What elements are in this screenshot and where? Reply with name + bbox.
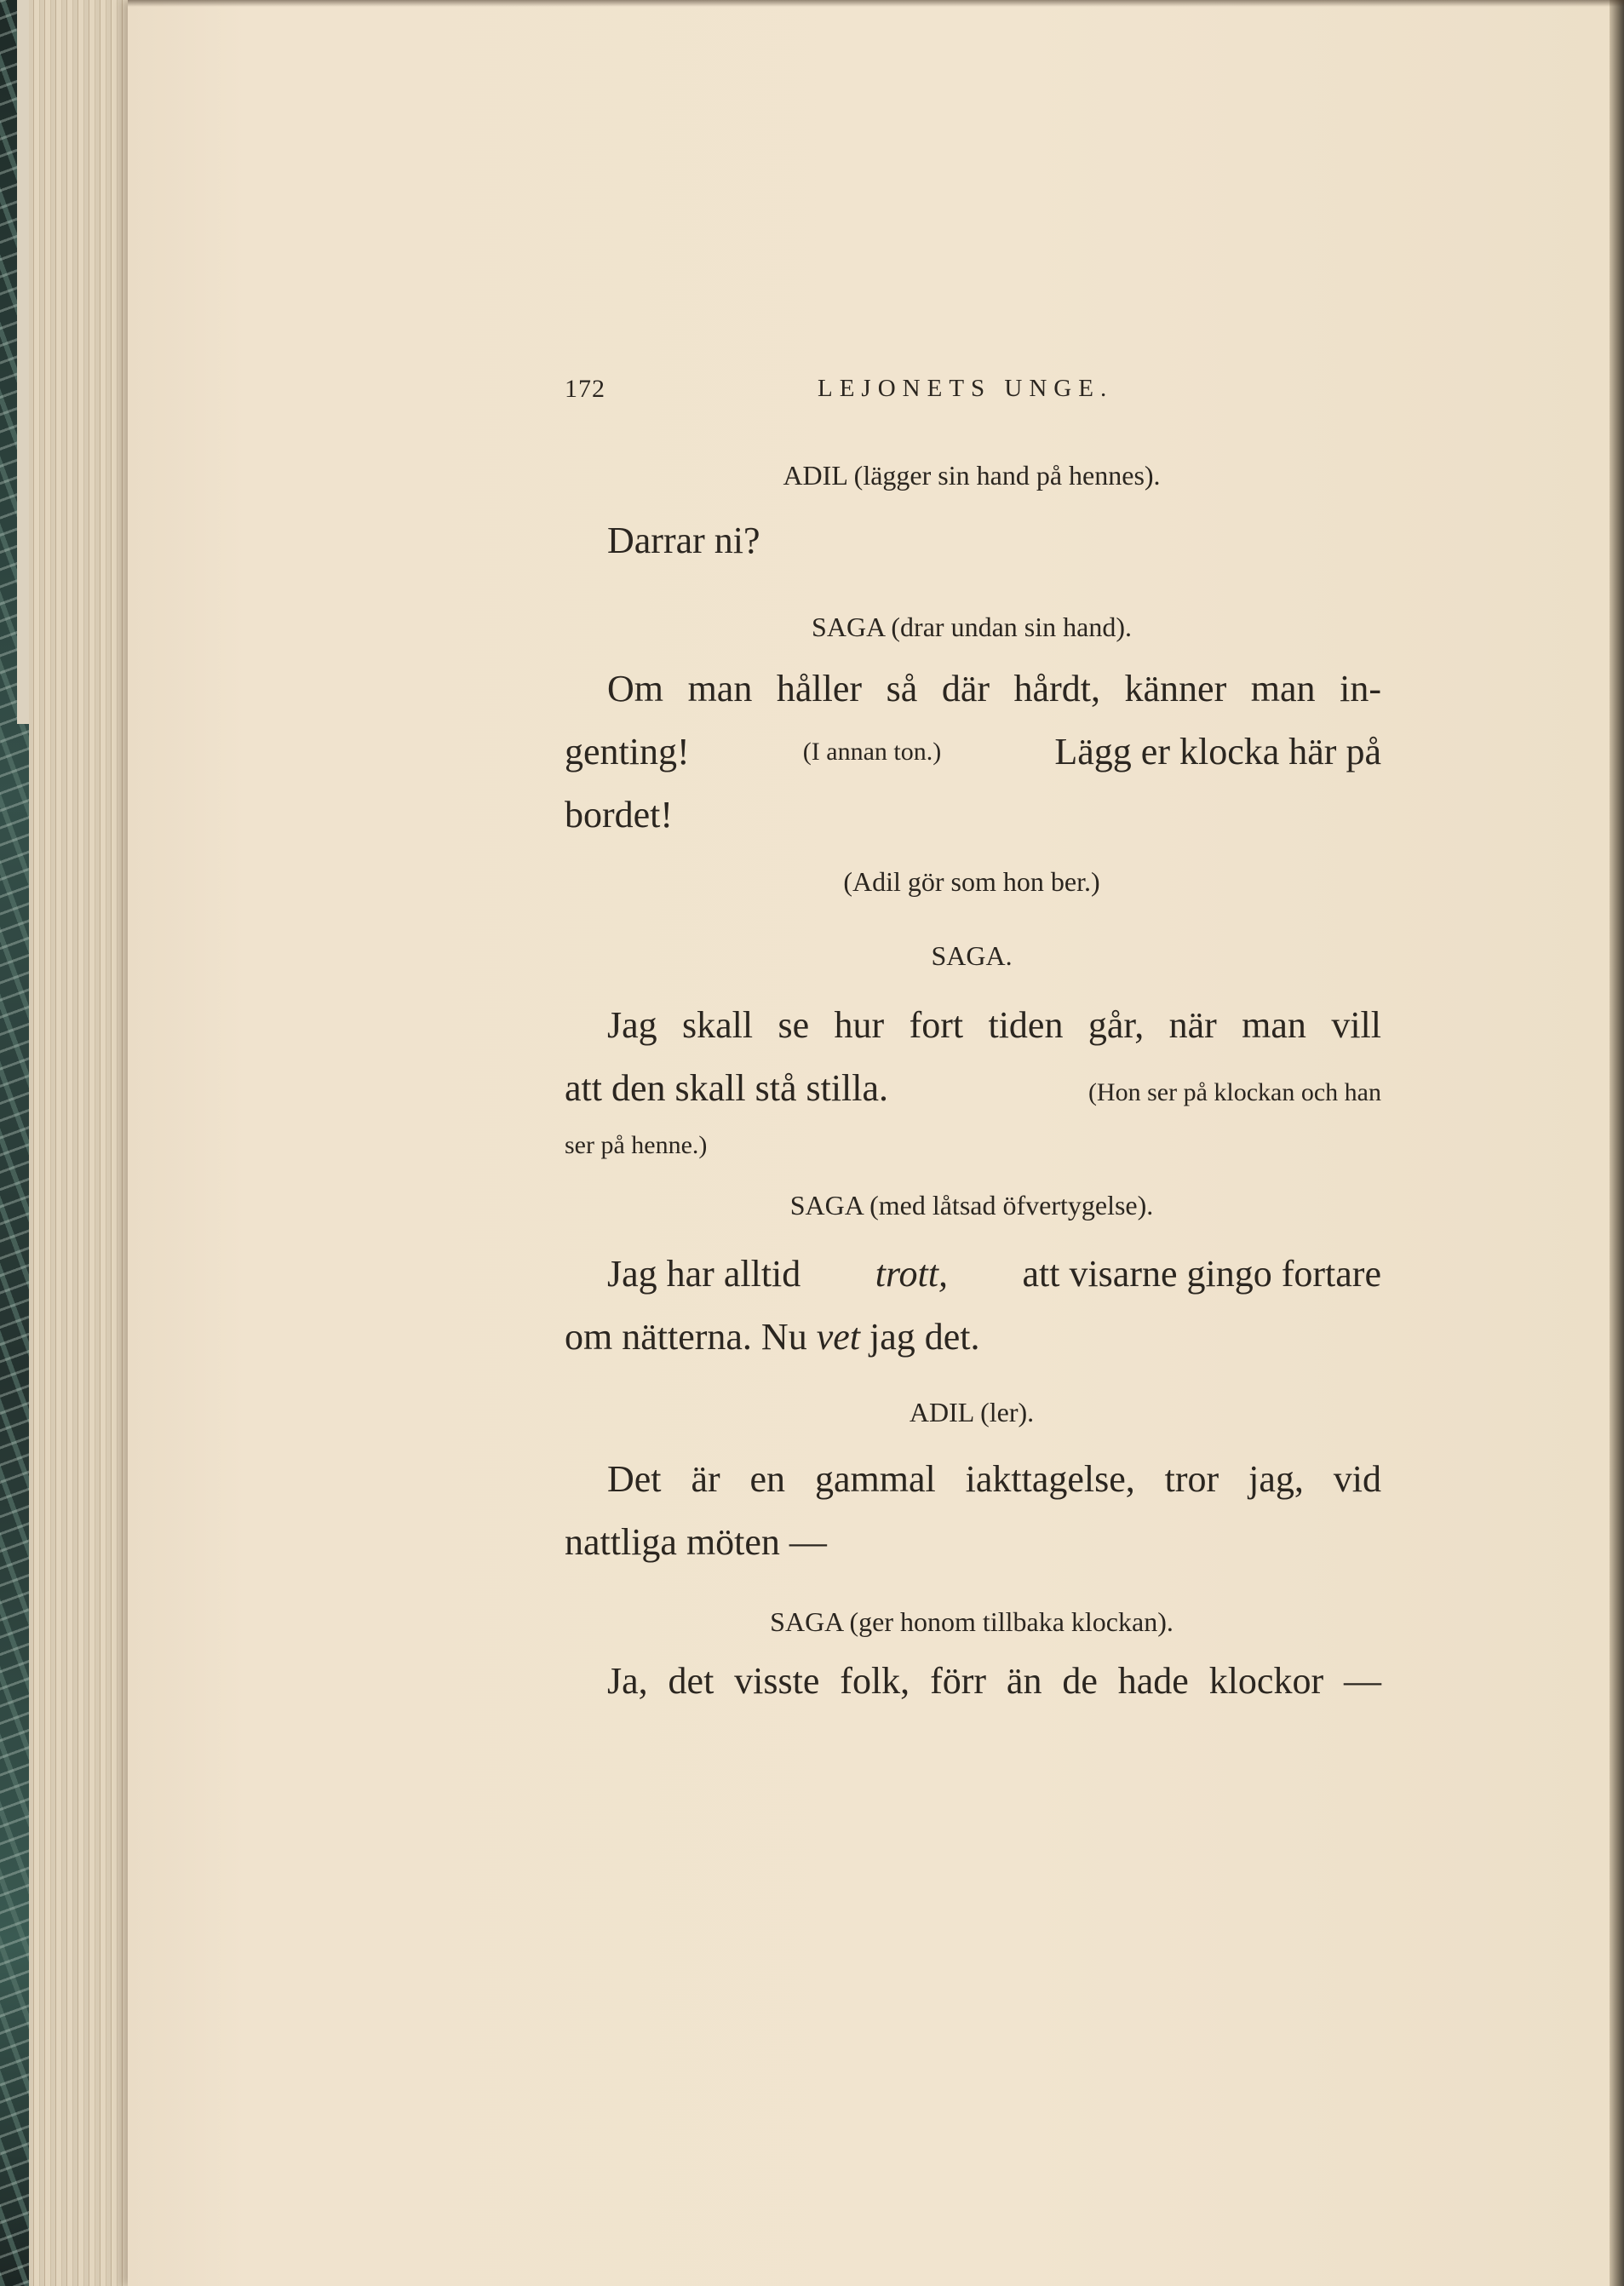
- speech: [565, 1243, 1381, 1369]
- speaker-heading: SAGA.: [931, 940, 1013, 971]
- speech-text: genting!: [565, 731, 690, 773]
- speech-line: Det är en gammal iakttagelse, tror jag, vid: [607, 1458, 1381, 1500]
- speech-line: Om man håller så där hårdt, känner man in-: [607, 668, 1381, 709]
- speech-line: [565, 1243, 1381, 1306]
- page-number: 172: [565, 375, 605, 403]
- page-right-edge: [1610, 0, 1624, 2286]
- speech-text: att visarne gingo fortare: [1022, 1253, 1381, 1295]
- page-block-edges: [29, 0, 140, 2286]
- speech-line: nattliga möten —: [565, 1521, 827, 1563]
- speech-line: [565, 1306, 1381, 1369]
- speech: [565, 1650, 1381, 1713]
- speech-line: Jag skall se hur fort tiden går, när man vill: [607, 1004, 1381, 1046]
- stage-direction: (I annan ton.): [802, 738, 942, 766]
- endpaper-edge: [17, 0, 29, 724]
- speech-line: Darrar ni?: [607, 520, 760, 561]
- speech-text: jag det.: [869, 1316, 980, 1358]
- speaker-heading: SAGA (drar undan sin hand).: [812, 612, 1132, 642]
- speaker-heading: ADIL (lägger sin hand på hennes).: [783, 460, 1161, 491]
- speech: [565, 1448, 1381, 1574]
- speech-text: Jag har alltid: [607, 1253, 801, 1295]
- stage-direction: (Hon ser på klockan och han: [1087, 1078, 1381, 1106]
- speaker-heading: SAGA (ger honom tillbaka klockan).: [770, 1606, 1174, 1637]
- speech: [565, 994, 1381, 1167]
- speech-line: Ja, det visste folk, förr än de hade klockor —: [607, 1660, 1381, 1702]
- speech-line: [565, 1057, 1381, 1124]
- speech: [565, 509, 1381, 572]
- stage-direction: ser på henne.): [565, 1131, 708, 1159]
- emphasis: trott,: [875, 1253, 948, 1295]
- speaker-heading: SAGA (med låtsad öfvertygelse).: [789, 1190, 1154, 1221]
- running-head: [0, 375, 1624, 409]
- page-top-shadow: [128, 0, 1624, 7]
- speech: [565, 658, 1381, 847]
- speech-text: om nätterna. Nu: [565, 1316, 807, 1358]
- speech-line: bordet!: [565, 794, 674, 836]
- speaker-heading: ADIL (ler).: [909, 1397, 1035, 1427]
- speech-text: att den skall stå stilla.: [565, 1067, 889, 1109]
- speech-text: Lägg er klocka här på: [1054, 731, 1381, 773]
- speech-line: [565, 721, 1381, 784]
- stage-direction-line: (Adil gör som hon ber.): [843, 866, 1100, 897]
- emphasis: vet: [816, 1316, 860, 1358]
- running-title: LEJONETS UNGE.: [818, 375, 1114, 402]
